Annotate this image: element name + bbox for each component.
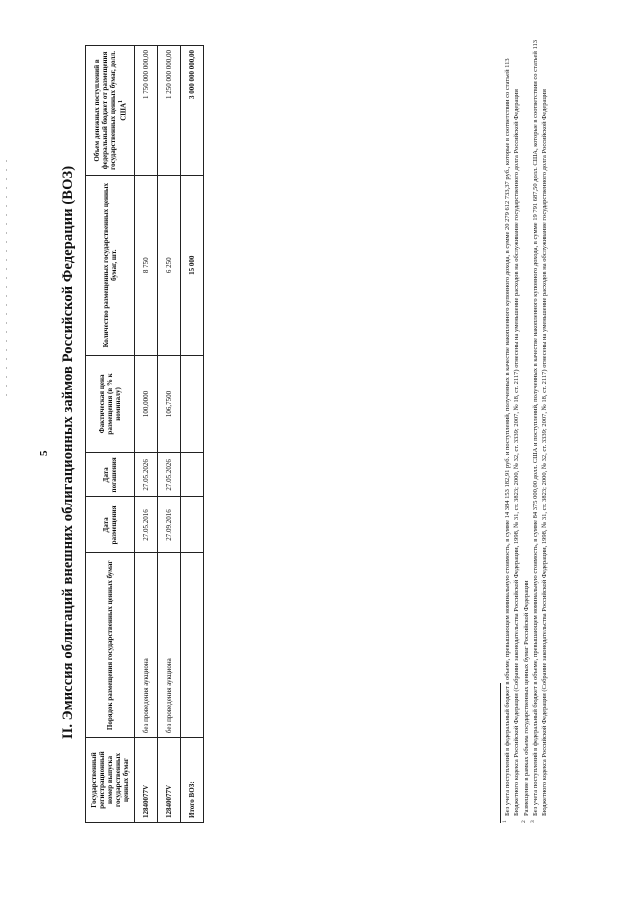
header-placement-date: Дата размещения [86,497,135,553]
cell-price: 100,0000 [135,355,158,453]
header-quantity: Количество размещенных государственных ценных бумаг, шт. [86,175,135,355]
footnotes [504,33,551,823]
cell-method: без проведения аукциона [135,553,158,738]
footnote-marker: 1 [502,820,508,823]
cell-quantity: 8 750 [135,175,158,355]
footnote-text: Без учета поступлений в федеральный бюджет в объеме, превышающем номинальную стоимость, в сумме 84 375 000,00 долл. США и поступлений, полученных в качестве накопленного купонного дохода, в сумме 19 791 687,50 долл. США, которые в соответствии со статьей 113 Бюджетного кодекса Российской Федерации (Собрание законодательства Российской Федерации, 1998, № 31, ст. 3823; 2000, № 32, ст. 3339; 2007, № 18, ст. 2117) отнесены на уменьшение расходов на обслуживание государственного долга Российской Федерации [532,40,549,816]
table-row [135,46,158,823]
total-empty-cell [181,355,204,453]
header-price: Фактическая цена размещения (в % к номиналу) [86,355,135,453]
cell-maturity-date: 27.05.2026 [135,453,158,497]
cell-maturity-date: 27.05.2026 [158,453,181,497]
total-empty-cell [181,497,204,553]
footnote [532,33,550,823]
cell-price: 106,7500 [158,355,181,453]
header-amount [86,46,135,176]
header-amount-text: Объем денежных поступлений в федеральный бюджет от размещения государственных ценных бумаг, долл. США [93,50,127,170]
total-empty-cell [181,553,204,738]
footnote-text: Без учета поступлений в федеральный бюджет в объеме, превышающем номинальную стоимость, в сумме 14 384 153 182,91 руб. и поступлений, полученных в качестве накопленного купонного дохода, в сумме 20 279 612 733,37 руб., которые в соответствии со статьей 113 Бюджетного кодекса Российской Федерации (Собрание законодательства Российской Федерации, 1998, № 31, ст. 3823; 2000, № 32, ст. 3339; 2007, № 18, ст. 2117) отнесены на уменьшение расходов на обслуживание государственного долга Российской Федерации [504,58,520,816]
page-number: 5 [38,450,50,456]
section-title: II. Эмиссия облигаций внешних облигационных займов Российской Федерации (ВОЗ) [60,165,76,740]
footnote [504,33,522,823]
table-header-row [86,46,135,823]
cell-placement-date: 27.05.2016 [135,497,158,553]
header-maturity-date: Дата погашения [86,453,135,497]
cell-reg-number: 12840077V [135,738,158,823]
total-amount: 3 000 000 000,00 [181,46,204,176]
table-row [158,46,181,823]
total-empty-cell [181,453,204,497]
header-method: Порядок размещения государственных ценных бумаг [86,553,135,738]
total-quantity: 15 000 [181,175,204,355]
cell-reg-number: 12840077V [158,738,181,823]
footnote-text: Размещение в рамках объема государственных ценных бумаг Российской Федерации [522,580,530,816]
cell-amount: 1 750 000 000,00 [135,46,158,176]
emission-table [85,45,204,823]
cell-quantity: 6 250 [158,175,181,355]
cell-placement-date: 27.09.2016 [158,497,181,553]
header-reg-number: Государственный регистрационный номер выпуска государственных ценных бумаг [86,738,135,823]
footnote-marker: 3 [530,820,537,823]
footnote-divider [500,683,501,823]
total-row [181,46,204,823]
header-amount-footnote-mark: 1 [117,100,124,103]
footnote-marker: 2 [520,820,527,823]
total-label: Итого ВОЗ: [181,738,204,823]
cell-method: без проведения аукциона [158,553,181,738]
footnote [520,33,532,823]
cell-amount: 1 250 000 000,00 [158,46,181,176]
